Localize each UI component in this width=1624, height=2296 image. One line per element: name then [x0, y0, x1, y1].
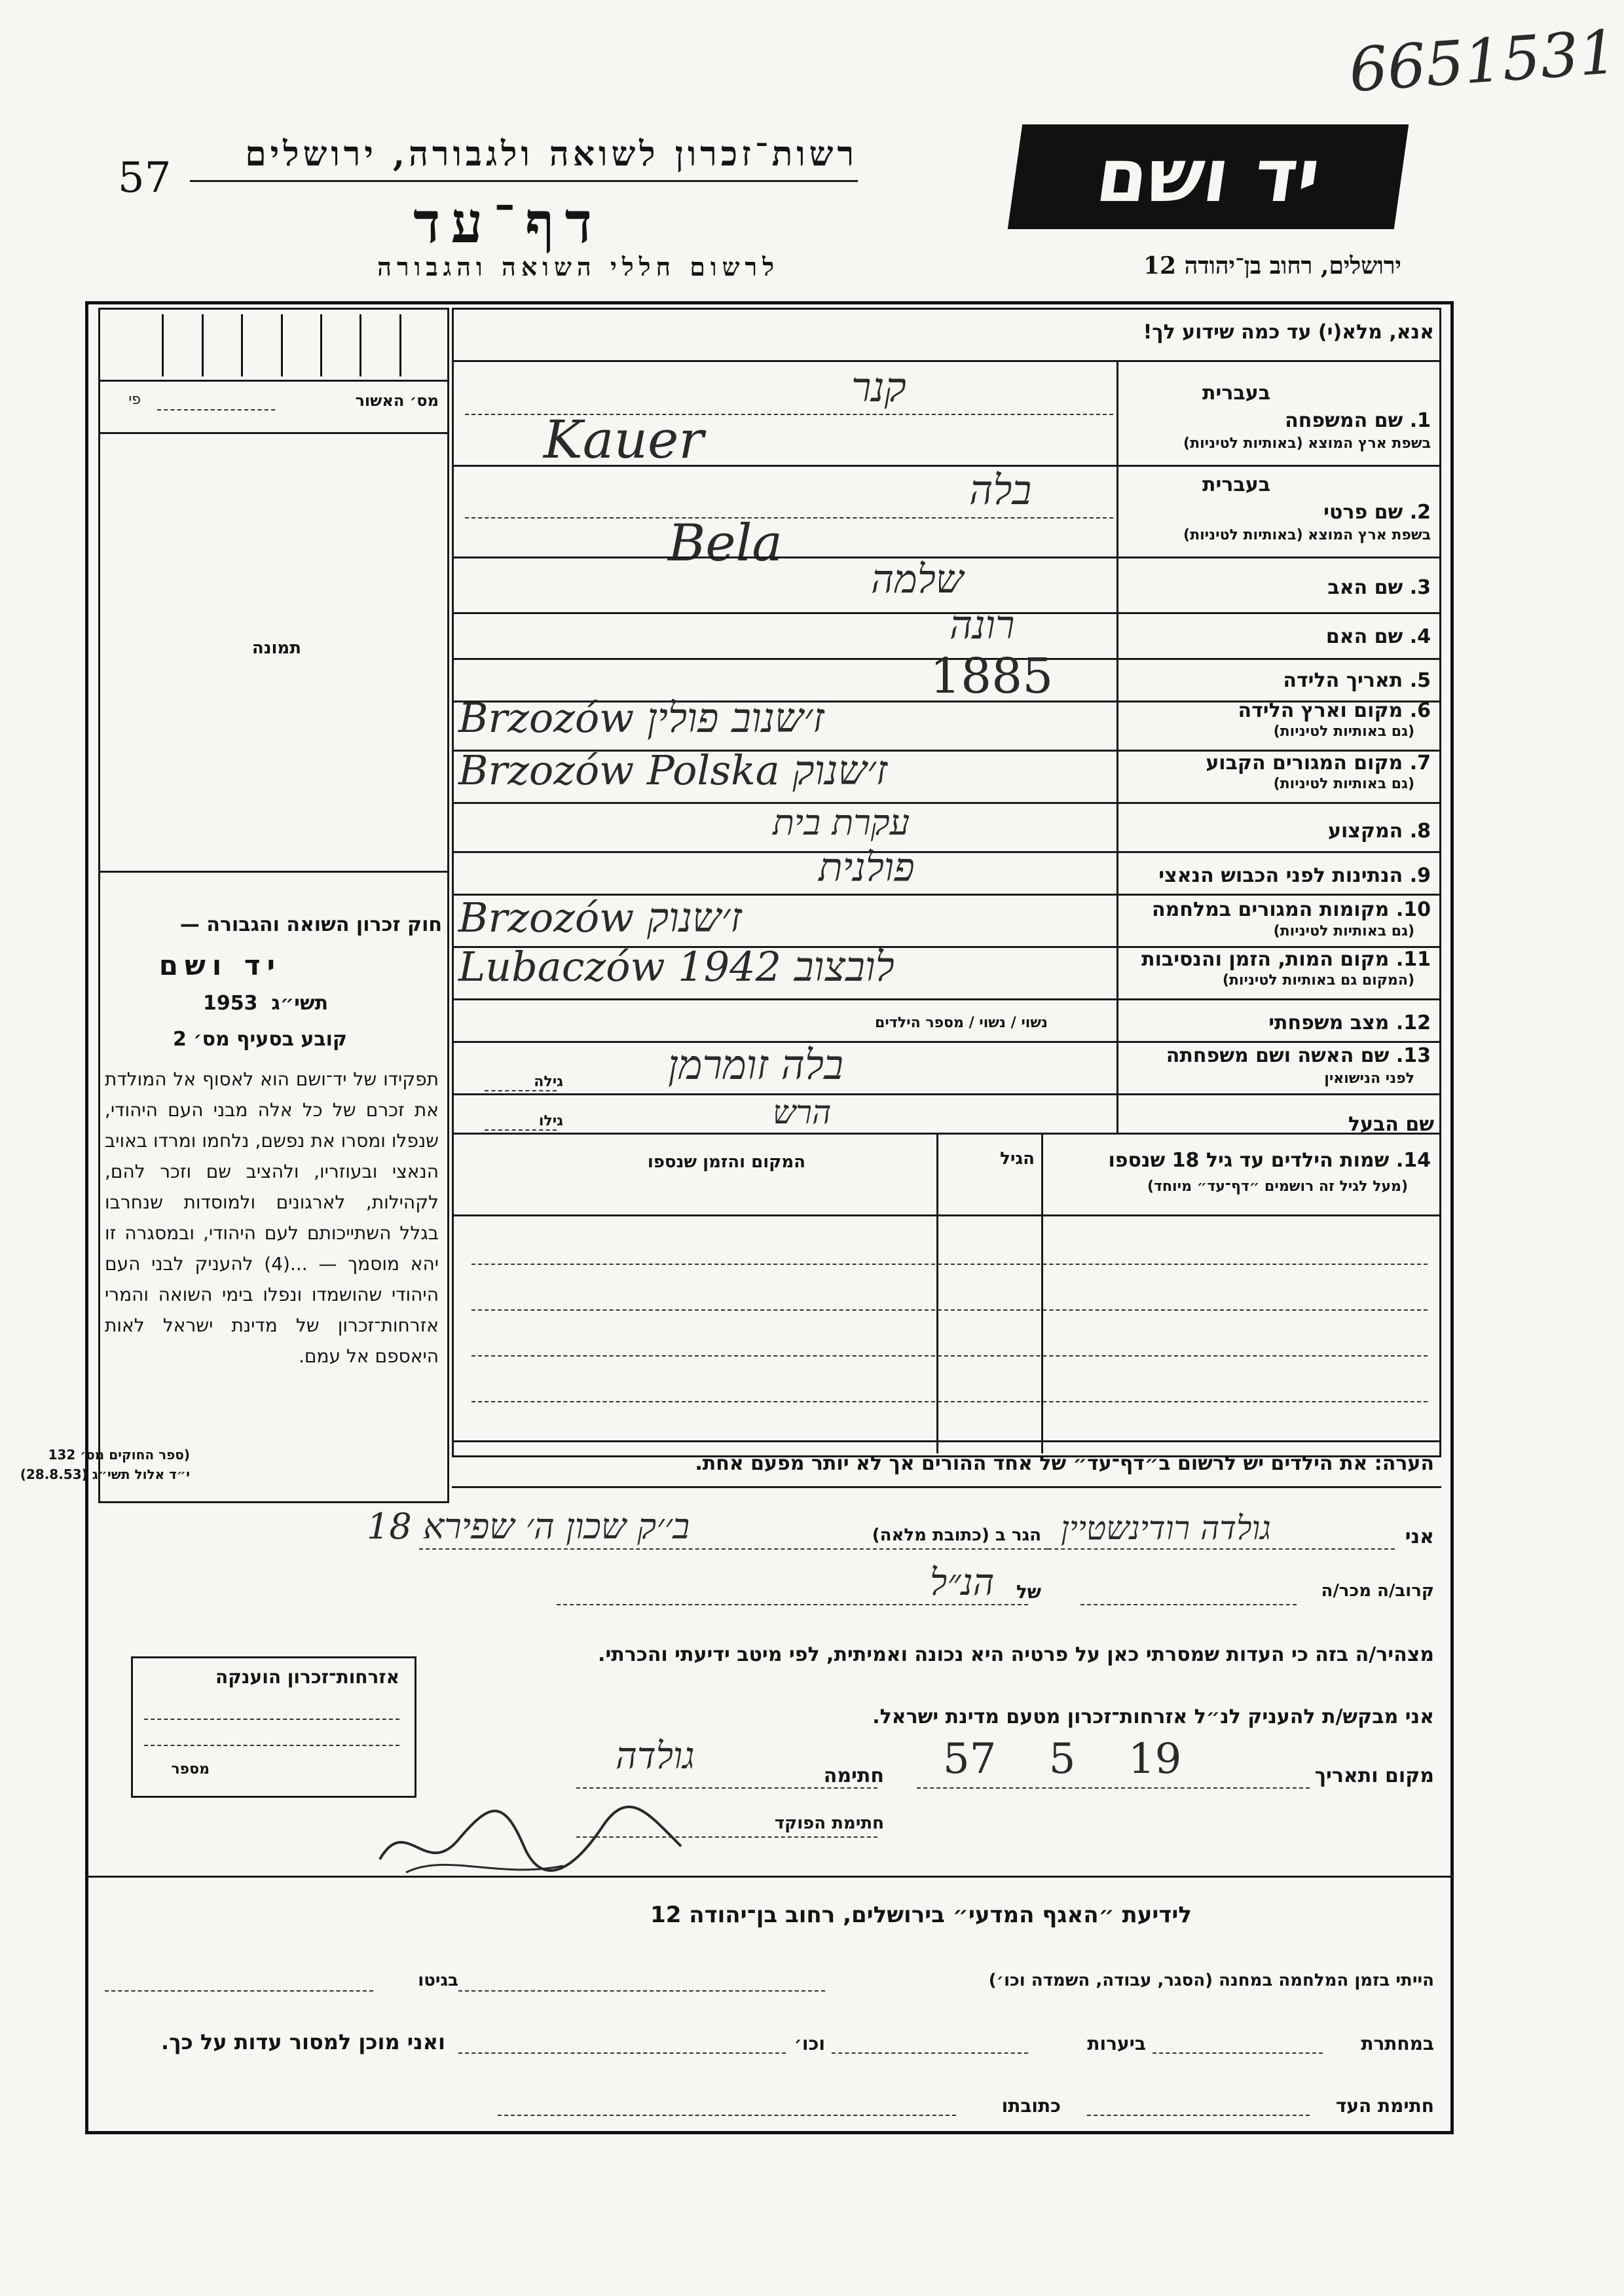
field-1-latin-value: Kauer [544, 409, 704, 470]
field-11-sub: (המקום גם באותיות לטיניות) [1222, 972, 1414, 989]
field-8-label: 8. המקצוע [1327, 820, 1431, 843]
law-year [203, 992, 328, 1015]
field-2-heb-tag: בעברית [1202, 473, 1270, 496]
field-12-value: נשוי / נשוי / מספר הילדים [875, 1015, 1048, 1031]
signature-value: גולדה [616, 1735, 695, 1777]
corner-mark: 57 [118, 154, 172, 202]
declarant-mid: הגר ב (כתובת מלאה) [872, 1525, 1041, 1545]
law-name: יד ושם [158, 949, 282, 981]
field-9-label: 9. הנתינות לפני הכבוש הנאצי [1158, 864, 1431, 887]
field-6-sub: (גם באותיות לטיניות) [1273, 723, 1414, 740]
field-11-value: Lubaczów לובצוב 1942 [458, 943, 895, 991]
field-10-value: Brzozów ז׳שנוק [458, 894, 742, 941]
org-underline [190, 180, 858, 182]
footer-line2b: ביערות [1087, 2033, 1146, 2054]
field-4-label: 4. שם האם [1325, 625, 1431, 648]
field-11-label: 11. מקום המות, הזמן והנסיבות [1141, 948, 1431, 971]
field-3-label: 3. שם האב [1327, 576, 1431, 599]
field-7-value: Brzozów Polska ז׳שנוק [458, 746, 888, 794]
field-2-sub: בשפת ארץ המוצא (באותיות לטיניות) [1183, 527, 1431, 543]
field-13-age-label: גילה [534, 1074, 563, 1090]
official-signature-scribble [367, 1787, 694, 1886]
logo-text: יד ושם [1091, 134, 1325, 219]
photo-label: תמונה [251, 638, 301, 658]
field-3-value: שלמה [871, 556, 964, 602]
approval-boxes [124, 314, 439, 376]
declarant-name: גולדה רודינשטיין [1061, 1509, 1271, 1547]
field-13-sub: לפני הנישואין [1324, 1070, 1414, 1087]
field-5-label: 5. תאריך הלידה [1283, 669, 1431, 692]
field-13-label: 13. שם האשה ושם משפחתה [1166, 1044, 1431, 1067]
husband-label: שם הבעל [1348, 1113, 1434, 1136]
footer-line2c: וכו׳ [794, 2033, 825, 2054]
document-number: 6651531 [1346, 16, 1619, 106]
field-6-value: Brzozów ז׳שנוב פולין [458, 694, 824, 742]
approval-prefix: פי [128, 392, 141, 408]
field-1-sub: בשפת ארץ המוצא (באותיות לטיניות) [1183, 435, 1431, 452]
children-col-place: המקום והזמן שנספו [647, 1152, 805, 1172]
field-10-sub: (גם באותיות לטיניות) [1273, 923, 1414, 939]
org-line: רשות־זכרון לשואה ולגבורה, ירושלים [245, 134, 858, 174]
field-1-heb-tag: בעברית [1202, 382, 1270, 405]
children-note: הערה: את הילדים יש לרשום ב״דף־עד״ של אחד ההורים אך לא יותר מפעם אחת. [695, 1452, 1434, 1475]
field-13-value: בלה זומרמן [668, 1041, 843, 1089]
form-title: דף־עד [413, 190, 602, 256]
field-1-label: 1. שם המשפחה [1285, 409, 1431, 432]
field-7-label: 7. מקום המגורים הקבוע [1206, 752, 1431, 774]
relation-label: קרוב/ה מכר/ה [1321, 1581, 1434, 1601]
field-5-value: 1885 [930, 648, 1054, 704]
request: אני מבקש/ת להעניק לנ״ל אזרחות־זכרון מטעם מדינת ישראל. [872, 1705, 1434, 1728]
approval-label: מס׳ האשור [355, 392, 439, 410]
footer-line2a: במחתרת [1361, 2033, 1434, 2054]
children-sub: (מעל לגיל זה רושמים ״דף־עד״ מיוחד) [1147, 1178, 1408, 1195]
place-date-label: מקום ותאריך [1314, 1764, 1434, 1787]
relation-value: הנ״ל [930, 1561, 995, 1604]
law-ref-1: (ספר החוקים מס׳ 132 [48, 1447, 190, 1463]
children-col-age: הגיל [1000, 1149, 1035, 1169]
signature-label: חתימה [823, 1764, 884, 1787]
declarant-address: ב׳׳ק שכון ה׳ שפירא 18 [367, 1506, 690, 1547]
top-prompt: אנא, מלא(י) עד כמה שידוע לך! [1143, 321, 1434, 344]
field-2-label: 2. שם פרטי [1323, 501, 1431, 524]
field-9-value: פולנית [819, 845, 915, 890]
field-2-heb-value: בלה [969, 466, 1032, 514]
field-12-label: 12. מצב משפחתי [1268, 1011, 1431, 1034]
scribble-icon [367, 1787, 694, 1886]
of-label: של [1016, 1581, 1041, 1603]
yad-vashem-logo [1008, 124, 1409, 229]
date-value: 57 5 19 [943, 1735, 1182, 1783]
citizenship-title: אזרחות־זכרון הוענקה [215, 1666, 399, 1688]
law-title: חוק זכרון השואה והגבורה — [179, 913, 442, 936]
footer-line1-end: בגיטו [418, 1971, 458, 1990]
field-8-value: עקרת בית [773, 802, 910, 843]
official-label: חתימת הפוקד [774, 1813, 884, 1833]
field-4-value: רונה [950, 602, 1015, 648]
children-header: 14. שמות הילדים עד גיל 18 שנספו [1108, 1149, 1431, 1172]
field-7-sub: (גם באותיות לטיניות) [1273, 776, 1414, 792]
citizenship-number-label: מספר [171, 1761, 210, 1777]
footer-line3a: חתימת העד [1335, 2095, 1434, 2117]
law-clause: קובע בסעיף מס׳ 2 [172, 1028, 347, 1051]
law-year-heb: תשי״ג [271, 992, 329, 1015]
footer-line2-end: ואני מוכן למסור עדות על כך. [160, 2030, 445, 2054]
statement: מצהיר/ה בזה כי העדות שמסרתי כאן על פרטיה היא נכונה ואמיתית, לפי מיטב ידיעתי והכרתי. [598, 1643, 1434, 1666]
form-subtitle: לרשום חללי השואה והגבורה [377, 252, 779, 282]
field-6-label: 6. מקום וארץ הלידה [1238, 699, 1431, 722]
field-10-label: 10. מקומות המגורים במלחמה [1152, 898, 1431, 921]
footer-line3b: כתובתו [1001, 2095, 1061, 2117]
husband-age-label: גילו [538, 1113, 563, 1129]
law-ref-2: י״ד אלול תשי״ג (28.8.53) [20, 1467, 190, 1482]
law-year-num: 1953 [203, 992, 258, 1015]
law-body: תפקידו של יד־ושם הוא לאסוף אל המולדת את זכרם של כל אלה מבני העם היהודי, שנפלו ומסרו את נפשם, נלחמו ומרדו באויב הנאצי ובעוזריו, ולהציב שם וזכר להם, לקהילות, לארגונים ולמוסדות שנחרבו בגלל השתייכותם לעם היהודי, ובמסגרה זו יהא מוסמך — ...(4) להעניק לבני העם היהודי שהושמדו ונפלו בימי השואה והמרי אזרחות־זכרון של מדינת ישראל לאות היאספם אל עמם. [105, 1068, 439, 1367]
field-1-heb-value: קנר [851, 363, 906, 411]
declarant-prefix: אני [1405, 1525, 1434, 1548]
husband-value: הרש [773, 1093, 832, 1131]
address: ירושלים, רחוב בן־יהודה 12 [1143, 252, 1401, 280]
field-2-latin-value: Bela [668, 514, 783, 573]
footer-line1: הייתי בזמן המלחמה במחנה (הסגר, עבודה, השמדה וכו׳) [988, 1971, 1434, 1990]
footer-heading: לידיעת ״האגף המדעי״ בירושלים, רחוב בן־יהודה 12 [650, 1902, 1192, 1928]
